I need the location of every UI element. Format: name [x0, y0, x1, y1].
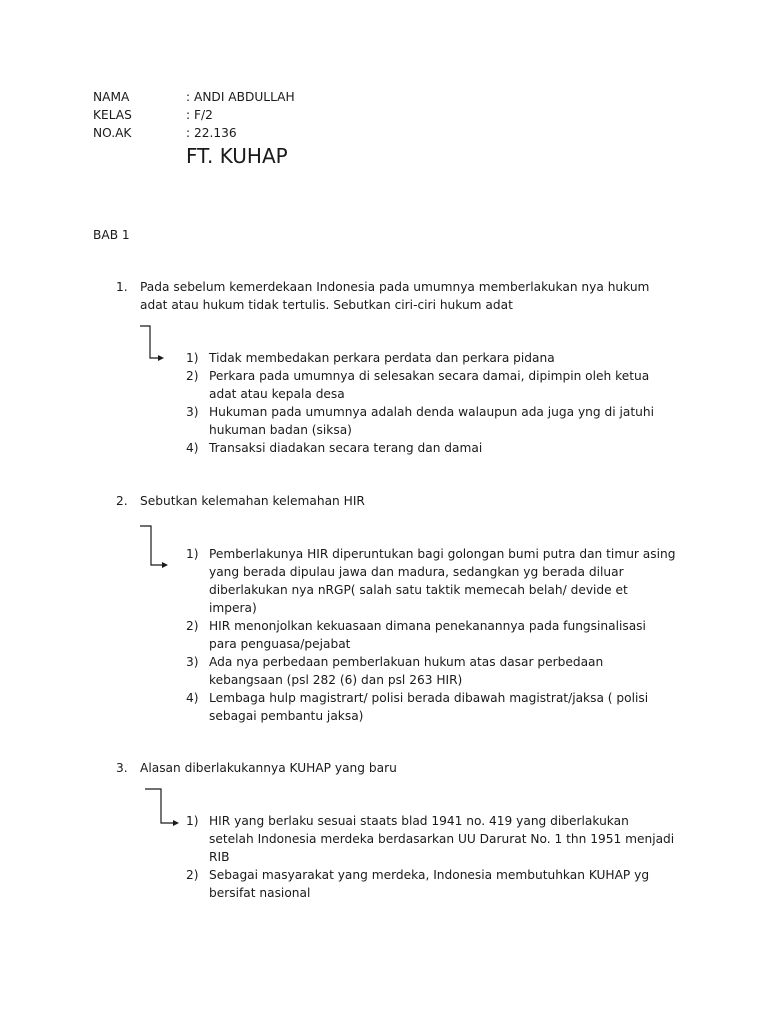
value-nama: : ANDI ABDULLAH [186, 90, 295, 104]
question-2-text: Sebutkan kelemahan kelemahan HIR [140, 494, 365, 508]
question-2-number: 2. [116, 494, 128, 508]
list-item: 1) HIR yang berlaku sesuai staats blad 1941 no. 419 yang diberlakukan setelah Indonesia merdeka berdasarkan UU Darurat No. 1 thn 1951 menjadi RIB [186, 814, 675, 864]
question-1-number: 1. [116, 280, 128, 294]
list-item: 2) Perkara pada umumnya di selesakan secara damai, dipimpin oleh ketua adat atau kepala desa [186, 369, 650, 401]
list-item: 1) Tidak membedakan perkara perdata dan perkara pidana [186, 351, 555, 365]
list-item: 4) Transaksi diadakan secara terang dan damai [186, 441, 483, 455]
list-item: 2) HIR menonjolkan kekuasaan dimana penekanannya pada fungsinalisasi para penguasa/pejabat [186, 619, 646, 651]
answer-list-1 [186, 349, 676, 457]
question-3-text: Alasan diberlakukannya KUHAP yang baru [140, 761, 397, 775]
list-item: 3) Hukuman pada umumnya adalah denda walaupun ada juga yng di jatuhi hukuman badan (siksa) [186, 405, 654, 437]
label-noak: NO.AK [93, 126, 132, 140]
chapter-heading: BAB 1 [93, 228, 130, 242]
value-noak: : 22.136 [186, 126, 237, 140]
list-item: 2) Sebagai masyarakat yang merdeka, Indonesia membutuhkan KUHAP yg bersifat nasional [186, 868, 650, 900]
value-kelas: : F/2 [186, 108, 213, 122]
arrow-icon [145, 789, 179, 829]
document-title: FT. KUHAP [186, 144, 288, 168]
answer-list-2 [186, 545, 676, 725]
label-kelas: KELAS [93, 108, 132, 122]
list-item: 3) Ada nya perbedaan pemberlakuan hukum atas dasar perbedaan kebangsaan (psl 282 (6) dan psl 263 HIR) [186, 655, 604, 687]
label-nama: NAMA [93, 90, 130, 104]
question-1-text: Pada sebelum kemerdekaan Indonesia pada umumnya memberlakukan nya hukum adat atau hukum tidak tertulis. Sebutkan ciri-ciri hukum adat [140, 280, 650, 312]
question-3-number: 3. [116, 761, 128, 775]
list-item: 4) Lembaga hulp magistrart/ polisi berada dibawah magistrat/jaksa ( polisi sebagai pembantu jaksa) [186, 691, 649, 723]
answer-list-3 [186, 812, 676, 902]
arrow-icon [140, 326, 164, 362]
arrow-icon [140, 526, 168, 570]
list-item: 1) Pemberlakunya HIR diperuntukan bagi golongan bumi putra dan timur asing yang berada dipulau jawa dan madura, sedangkan yg berada diluar diberlakukan nya nRGP( salah satu taktik memecah belah/ devide et impera) [186, 547, 676, 615]
